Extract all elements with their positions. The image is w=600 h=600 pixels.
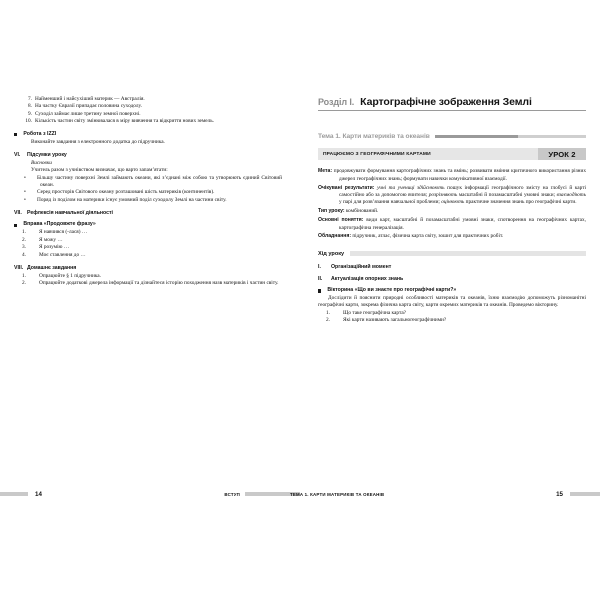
homework-items xyxy=(14,273,282,288)
meta-paragraph xyxy=(318,168,586,183)
list-item-text: Більшу частину поверхні Землі займають океани, які з’єднані між собою та утворюють єдиний Світовий океан. xyxy=(37,174,282,188)
section-i-title: Організаційний момент xyxy=(331,263,392,270)
section-viii-title: Домашнє завдання xyxy=(27,265,77,271)
left-running-head: ВСТУП xyxy=(224,491,240,497)
list-item-number: 3. xyxy=(22,244,26,251)
section-vii-heading xyxy=(14,210,282,216)
list-item-number: 4. xyxy=(22,251,26,258)
left-page-footer xyxy=(0,488,300,500)
chapter-title: Картографічне зображення Землі xyxy=(360,96,532,108)
list-item-number: 1. xyxy=(22,229,26,236)
section-ii-roman: II. xyxy=(318,275,323,282)
lesson-banner-label: ПРАЦЮЄМО З ГЕОГРАФІЧНИМИ КАРТАМИ xyxy=(318,148,538,160)
list-item-text: Моє ставлення до … xyxy=(39,251,86,258)
list-item-number: 2. xyxy=(22,279,26,286)
list-item xyxy=(14,237,282,244)
list-item xyxy=(14,252,282,259)
key-concepts-text: види карт, масштабні й позамасштабні умовні знаки, спотворення на географічних картах, картографічна генералізація. xyxy=(339,217,586,231)
expected-results-paragraph xyxy=(318,185,586,207)
expected-results-part2: пошук інформації географічного змісту на глобусі й карті самостійно або за допомогою вчителя; xyxy=(339,184,586,198)
list-item-number: 2. xyxy=(326,317,330,324)
list-item-number: 1. xyxy=(22,272,26,279)
quiz-intro: Дослідити й пояснити природні особливості материків та океанів, їхню взаємодію допоможуть різноманітні географічні карти, зокрема фізична карта світу, карти окремих материків та океанів. Проведемо вікторину. xyxy=(318,295,586,309)
list-item-text: Я можу … xyxy=(39,236,63,243)
equipment-paragraph xyxy=(318,233,586,240)
section-i-roman: I. xyxy=(318,263,321,270)
section-viii-roman: VIII. xyxy=(14,265,24,271)
expected-results-part5: взаємодіють xyxy=(556,191,586,198)
list-item xyxy=(14,175,282,190)
list-item-number: 10. xyxy=(25,118,32,125)
bullet-icon: • xyxy=(24,189,26,196)
list-item-text: Я навчився (-лася) … xyxy=(39,229,88,236)
right-page-column xyxy=(300,168,600,324)
list-item-text: На частку Євразії припадає половина суходолу. xyxy=(35,103,142,110)
meta-text: продовжувати формування картографічних знань та вмінь; розвивати вміння критичного використання різних джерел географічних знань; формувати навички комунікативної взаємодії. xyxy=(332,168,586,182)
list-item-text: Які карти називають загальногеографічними? xyxy=(343,317,447,324)
list-item-text: Кількість частин світу змінювалася в міру вивчення та відкриття нових земель. xyxy=(35,118,214,125)
list-item-text: Опрацюйте додаткові джерела інформації та дізнайтеся історію походження назв материків і частин світу. xyxy=(39,279,279,286)
quiz-heading xyxy=(318,287,586,294)
exercise-heading-label: Вправа «Продовжте фразу» xyxy=(23,221,96,228)
izzi-heading-label: Робота з IZZI xyxy=(23,130,57,137)
list-item xyxy=(14,229,282,236)
list-item xyxy=(318,317,586,324)
left-page-number: 14 xyxy=(35,490,42,498)
footer-decor-block xyxy=(0,492,28,496)
section-vi-title: Підсумки уроку xyxy=(27,152,67,159)
chapter-rule xyxy=(318,110,586,111)
list-item-text: Опрацюйте § 1 підручника. xyxy=(39,272,101,279)
quiz-questions xyxy=(318,310,586,325)
right-page-number: 15 xyxy=(556,490,563,498)
section-vi-subtitle: Висновки xyxy=(31,159,52,166)
list-item xyxy=(14,96,282,103)
expected-results-part8: практичне значення знань про географічні карти. xyxy=(464,199,577,206)
right-page-footer xyxy=(290,488,600,500)
chapter-number: Розділ I. xyxy=(318,97,355,107)
izzi-heading xyxy=(14,131,282,138)
equipment-text: підручник, атлас, фізична карта світу, зошит для практичних робіт. xyxy=(351,233,504,240)
list-item-text: Серед просторів Світового океану розташовані шість материків (континентів). xyxy=(37,189,215,196)
right-page xyxy=(300,96,600,512)
list-item-text: Я розумію … xyxy=(39,244,70,251)
section-vi-heading xyxy=(14,152,282,158)
left-page-column xyxy=(0,96,300,287)
section-ii-title: Актуалізація опорних знань xyxy=(331,275,404,282)
section-vi-intro: Учитель разом з учнівством визначає, що варто запам’ятати: xyxy=(31,167,168,174)
list-item xyxy=(14,244,282,251)
lesson-type-paragraph xyxy=(318,208,586,215)
lesson-type-label: Тип уроку: xyxy=(318,208,345,215)
topic-decor-bar xyxy=(435,135,586,139)
section-ii-heading xyxy=(318,276,586,282)
section-viii-heading xyxy=(14,265,282,271)
numbered-list-conclusions xyxy=(14,96,282,126)
section-vii-roman: VII. xyxy=(14,210,22,217)
list-item xyxy=(14,189,282,196)
list-item-number: 7. xyxy=(28,96,32,102)
list-item xyxy=(14,111,282,118)
expected-results-part6: у парі для розв’язання навчальної проблеми; xyxy=(339,199,442,206)
key-concepts-label: Основні поняття: xyxy=(318,217,364,224)
square-bullet-icon xyxy=(14,133,17,136)
course-heading-bar xyxy=(350,251,586,256)
section-vii-title: Рефлексія навчальної діяльності xyxy=(27,210,113,217)
list-item xyxy=(14,280,282,287)
list-item xyxy=(14,118,282,125)
list-item-number: 2. xyxy=(22,236,26,243)
bullet-icon: • xyxy=(24,174,26,181)
list-item xyxy=(14,273,282,280)
lesson-number-badge: УРОК 2 xyxy=(538,148,586,160)
meta-label: Мета: xyxy=(318,168,333,175)
list-item-text: Що таке географічна карта? xyxy=(343,309,407,316)
bullet-icon: • xyxy=(24,196,26,203)
lesson-type-text: комбінований. xyxy=(344,208,379,215)
list-item xyxy=(14,103,282,110)
section-i-heading xyxy=(318,264,586,270)
chapter-heading xyxy=(300,96,600,108)
expected-results-part3: розрізняють xyxy=(428,191,458,198)
list-item-text: Поряд із поділом на материки існує умовний поділ суходолу Землі на частини світу. xyxy=(37,196,227,203)
right-running-head: ТЕМА 1. КАРТИ МАТЕРИКІВ ТА ОКЕАНІВ xyxy=(290,491,385,497)
conclusion-bullets xyxy=(14,175,282,205)
list-item-text: Суходіл займає лише третину земної поверхні. xyxy=(35,110,141,117)
list-item xyxy=(14,197,282,204)
list-item-number: 1. xyxy=(326,309,330,316)
key-concepts-paragraph xyxy=(318,217,586,232)
topic-label: Тема 1. Карти материків та океанів xyxy=(318,133,430,141)
square-bullet-icon xyxy=(14,224,17,227)
course-heading-label: Хід уроку xyxy=(318,250,345,257)
list-item-number: 8. xyxy=(28,103,32,110)
section-vi-roman: VI. xyxy=(14,152,21,159)
expected-results-part7: оцінюють xyxy=(441,199,465,206)
list-item-text: Найменший і найсухіший материк — Австралія. xyxy=(35,96,145,102)
topic-heading xyxy=(318,133,586,140)
expected-results-part1: учні та учениці здійснюють xyxy=(374,184,445,191)
izzi-text: Виконайте завдання з електронного додатка до підручника. xyxy=(31,138,165,145)
expected-results-label: Очікувані результати: xyxy=(318,184,375,191)
reflection-items xyxy=(14,229,282,259)
equipment-label: Обладнання: xyxy=(318,233,352,240)
course-heading xyxy=(318,251,586,257)
footer-decor-block xyxy=(570,492,600,496)
square-bullet-icon xyxy=(318,289,321,292)
left-page xyxy=(0,96,300,512)
exercise-heading xyxy=(14,221,282,228)
expected-results-part4: масштабні й позамасштабні умовні знаки; xyxy=(457,191,557,198)
quiz-heading-label: Вікторина «Що ви знаєте про географічні карти?» xyxy=(327,286,457,293)
lesson-banner xyxy=(318,148,586,160)
list-item-number: 9. xyxy=(28,110,32,117)
